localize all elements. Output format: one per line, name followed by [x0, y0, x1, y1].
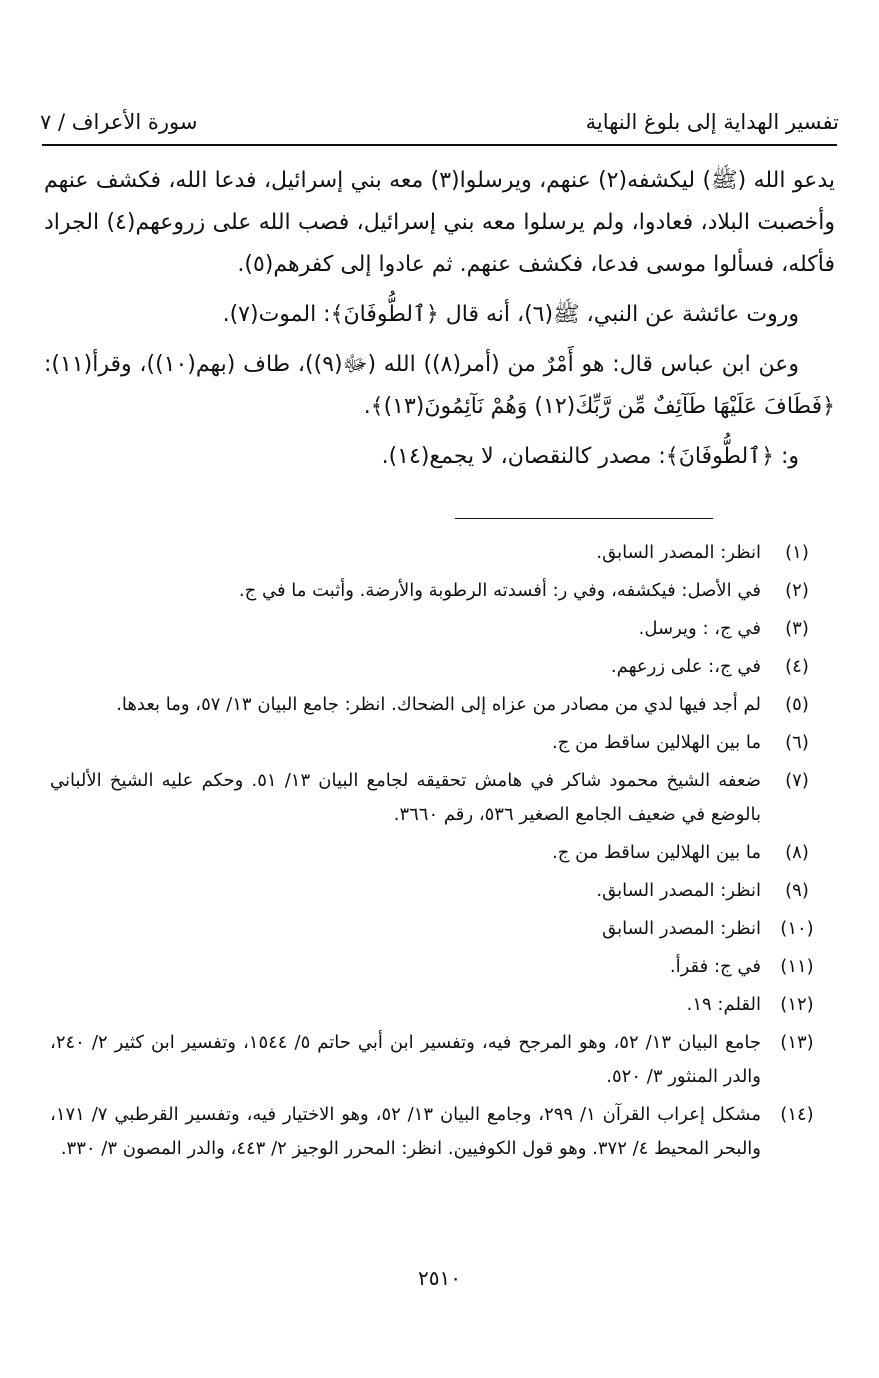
- surah-label: سورة الأعراف / ٧: [40, 110, 198, 134]
- footnote-text: في ج: فقرأ.: [669, 956, 761, 977]
- footnote: [50, 726, 809, 760]
- footnote-text: في ج،: على زرعهم.: [610, 656, 761, 677]
- footnote: [50, 574, 809, 608]
- footnote: [50, 912, 814, 946]
- book-title: تفسير الهداية إلى بلوغ النهاية: [585, 110, 839, 134]
- footnotes: [50, 536, 814, 1170]
- footnote: [50, 688, 809, 722]
- main-text: [44, 160, 835, 486]
- footnote: [50, 764, 809, 832]
- footnote-number: (٧): [785, 770, 809, 791]
- footnote-text: انظر: المصدر السابق.: [596, 880, 761, 901]
- footnote-text: انظر: المصدر السابق: [602, 918, 761, 939]
- footnote-number: (٩): [785, 880, 809, 901]
- footnote-text: في الأصل: فيكشفه، وفي ر: أفسدته الرطوبة والأرضة. وأثبت ما في ج.: [238, 580, 761, 601]
- footnote: [50, 874, 809, 908]
- footnote: [50, 950, 814, 984]
- footnote-number: (٢): [785, 580, 809, 601]
- footnote-text: جامع البيان ١٣/ ٥٢، وهو المرجح فيه، وتفسير ابن أبي حاتم ٥/ ١٥٤٤، وتفسير ابن كثير ٢/ ٢٤٠، والدر المنثور ٣/ ٥٢٠.: [50, 1032, 761, 1087]
- footnote: [50, 836, 809, 870]
- footnote-number: (١٣): [780, 1032, 814, 1053]
- footnote-text: مشكل إعراب القرآن ١/ ٢٩٩، وجامع البيان ١٣/ ٥٢، وهو الاختيار فيه، وتفسير القرطبي ٧/ ١٧١، والبحر المحيط ٤/ ٣٧٢. وهو قول الكوفيين. انظر: المحرر الوجيز ٢/ ٤٤٣، والدر المصون ٣/ ٣٣٠.: [50, 1104, 761, 1159]
- paragraph-1: يدعو الله (ﷺ) ليكشفه(٢) عنهم، ويرسلوا(٣) معه بني إسرائيل، فدعا الله، فكشف عنهم وأخصبت البلاد، فعادوا، ولم يرسلوا معه بني إسرائيل، فصب الله على زروعهم(٤) الجراد فأكله، فسألوا موسى فدعا، فكشف عنهم. ثم عادوا إلى كفرهم(٥).: [44, 168, 836, 277]
- running-head: [40, 98, 839, 134]
- footnote: [50, 1026, 814, 1094]
- header-rule: [42, 144, 837, 146]
- footnote-number: (١): [785, 542, 809, 563]
- footnote-text: في ج، : ويرسل.: [638, 618, 761, 639]
- footnote: [50, 612, 809, 646]
- footnote: [50, 988, 814, 1022]
- footnote: [50, 650, 809, 684]
- paragraph-3: وعن ابن عباس قال: هو أَمْرٌ من (أمر(٨)) الله (ﷻ(٩))، طاف (بهم(١٠))، وقرأ(١١): ﴿فَطَافَ عَلَيْهَا طَآئِفٌ مِّن رَّبِّكَ(١٢) وَهُمْ نَآئِمُونَ(١٣)﴾.: [44, 352, 835, 419]
- footnote-number: (١١): [780, 956, 814, 977]
- paragraph-2: وروت عائشة عن النبي، ﷺ(٦)، أنه قال ﴿ٱلطُّوفَانَ﴾: الموت(٧).: [222, 302, 799, 327]
- footnote-text: انظر: المصدر السابق.: [596, 542, 761, 563]
- footnote-number: (٨): [785, 842, 809, 863]
- footnote-number: (١٤): [780, 1104, 814, 1125]
- footnote-number: (٦): [785, 732, 809, 753]
- paragraph-4: و: ﴿ٱلطُّوفَانَ﴾: مصدر كالنقصان، لا يجمع(١٤).: [381, 444, 799, 469]
- footnote-number: (١٢): [780, 994, 814, 1015]
- footnote-number: (٥): [785, 694, 809, 715]
- footnote-text: ما بين الهلالين ساقط من ج.: [552, 842, 761, 863]
- footnote-rule: [455, 518, 713, 519]
- footnote: [50, 536, 809, 570]
- footnote-text: لم أجد فيها لدي من مصادر من عزاه إلى الضحاك. انظر: جامع البيان ١٣/ ٥٧، وما بعدها.: [116, 694, 761, 715]
- footnote-text: ضعفه الشيخ محمود شاكر في هامش تحقيقه لجامع البيان ١٣/ ٥١. وحكم عليه الشيخ الألباني بالوضع في ضعيف الجامع الصغير ٥٣٦، رقم ٣٦٦٠.: [50, 770, 761, 825]
- footnote-text: ما بين الهلالين ساقط من ج.: [552, 732, 761, 753]
- page-number: ٢٥١٠: [418, 1266, 461, 1290]
- footnote-number: (١٠): [780, 918, 814, 939]
- footnote-text: القلم: ١٩.: [686, 994, 761, 1015]
- footnote-number: (٤): [785, 656, 809, 677]
- footnote-number: (٣): [785, 618, 809, 639]
- footnote: [50, 1098, 814, 1166]
